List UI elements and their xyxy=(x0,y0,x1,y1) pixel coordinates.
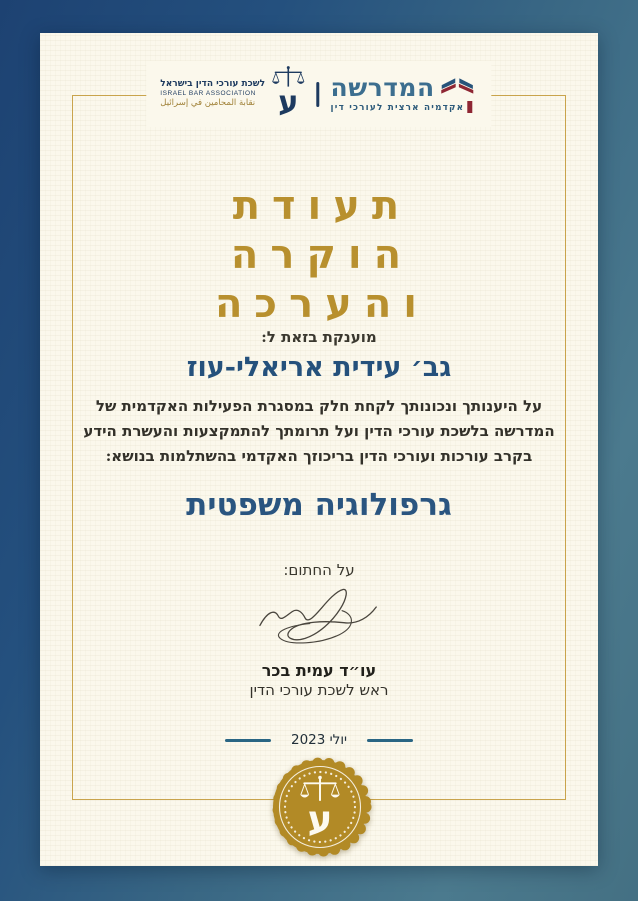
certificate-content xyxy=(40,33,598,866)
bar-association-name-english: ISRAEL BAR ASSOCIATION xyxy=(160,90,256,98)
midrasha-name: המדרשה xyxy=(330,72,435,102)
bar-association-name-hebrew: לשכת עורכי הדין בישראל xyxy=(160,79,266,89)
certificate-title-line3: והערכה xyxy=(214,280,430,327)
date-rule-left xyxy=(367,739,413,742)
signed-label: על החתום: xyxy=(283,561,355,579)
granted-to-label: מוענקת בזאת ל: xyxy=(261,328,377,346)
certificate-title xyxy=(40,181,598,328)
recipient-name: גב׳ עידית אריאלי-עוז xyxy=(186,352,452,383)
signature-image xyxy=(249,583,389,655)
certificate-body xyxy=(40,394,598,469)
signer-title: ראש לשכת עורכי הדין xyxy=(249,681,389,699)
bar-association-name-arabic: نقابة المحامين في إسرائيل xyxy=(160,98,256,109)
midrasha-tagline: אקדמיה ארצית לעורכי דין xyxy=(330,102,465,113)
certificate-title-line2: הוקרה xyxy=(230,231,414,278)
date-row xyxy=(40,732,598,748)
date-rule-right xyxy=(225,739,271,742)
certificate-date: יולי 2023 xyxy=(290,732,348,748)
certificate-title-line1: תעודת xyxy=(232,182,412,229)
body-line3: בקרב עורכות ועורכי הדין בריכוזך האקדמי בהשתלמות בנושא: xyxy=(105,447,533,465)
body-line2: המדרשה בלשכת עורכי הדין ועל תרומתך להתמקצעות והעשרת הידע xyxy=(83,422,555,440)
gold-seal xyxy=(268,755,372,859)
body-line1: על היענותך ונכונותך לקחת חלק במסגרת הפעילות האקדמית של xyxy=(95,397,543,415)
certificate-paper xyxy=(40,33,598,866)
signer-name: עו״ד עמית בכר xyxy=(261,661,377,680)
course-subject: גרפולוגיה משפטית xyxy=(186,487,452,523)
